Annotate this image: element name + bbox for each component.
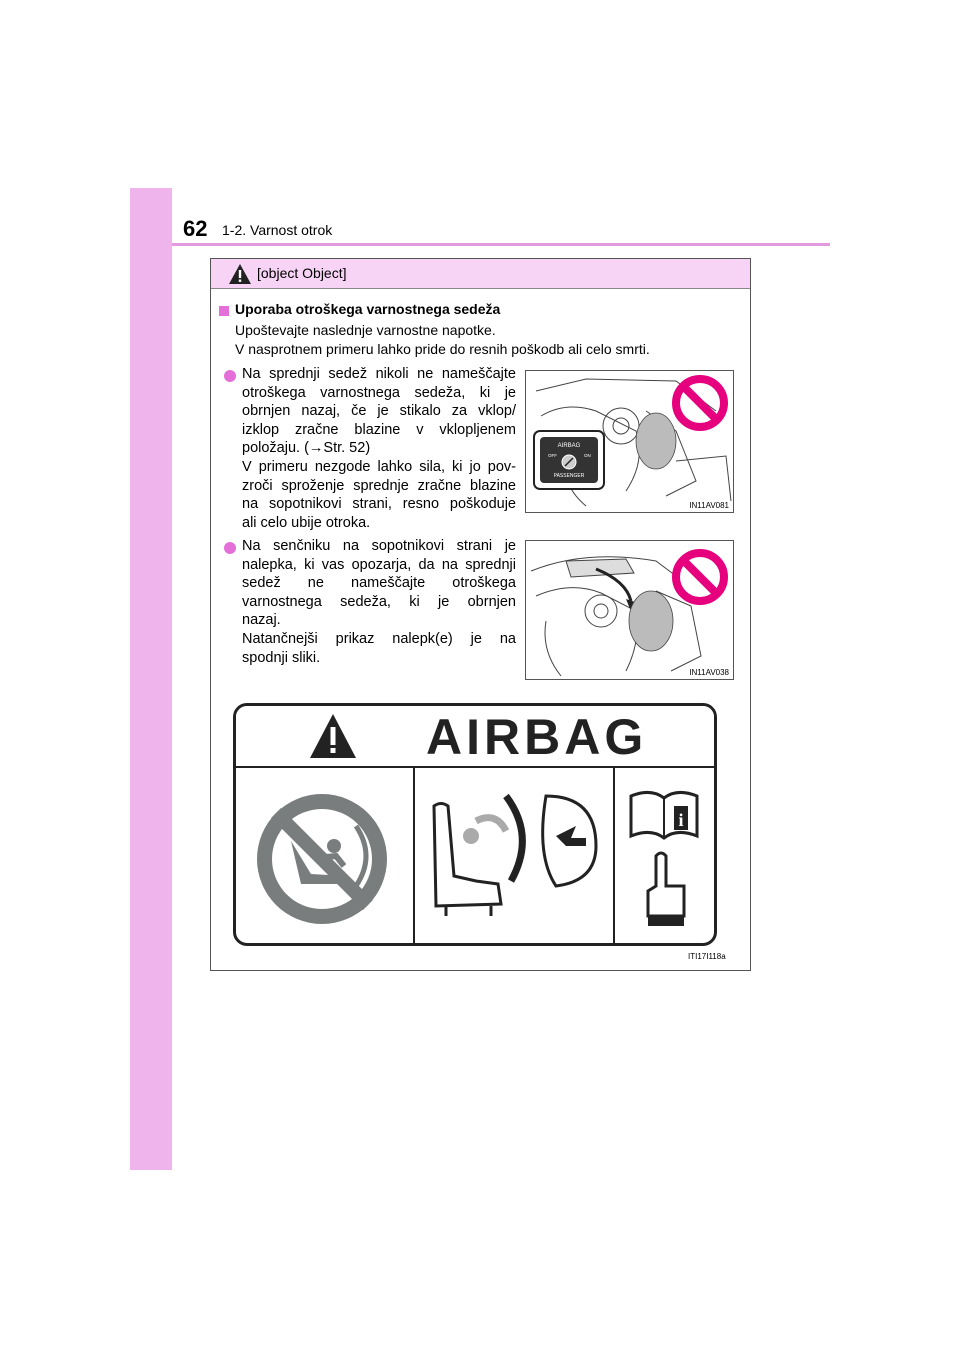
intro-text [235, 321, 650, 359]
section-title: Uporaba otroškega varnostnega sedeža [235, 301, 501, 317]
item-bullet [224, 542, 236, 554]
intro-line: V nasprotnem primeru lahko pride do resnih poškodb ali celo smrti. [235, 341, 650, 357]
airbag-deploy-icon [434, 796, 596, 916]
car-interior-illustration [526, 541, 733, 679]
panel-title: AIRBAG [557, 443, 581, 449]
item1-line: zroči sproženje sprednje zračne blazine [242, 477, 516, 494]
item2-line: sedež ne nameščajte otroškega [242, 575, 516, 592]
airbag-warning-label [233, 703, 717, 946]
warning-triangle-icon [308, 712, 358, 760]
item1-line: obrnjen nazaj, če je stikalo za vklop/ [242, 403, 516, 420]
item1-text [242, 365, 516, 532]
label-code: ITI17I118a [688, 952, 726, 961]
item2-line: nazaj. [242, 612, 281, 629]
figure-sun-visor [525, 540, 734, 680]
panel-passenger: PASSENGER [553, 473, 585, 479]
panel-on: ON [584, 453, 591, 458]
page-number: 62 [183, 216, 208, 241]
item2-line: spodnji sliki. [242, 649, 321, 666]
item1-line: izklop zračne blazine v vklopljenem [242, 421, 516, 438]
label-pictograms [236, 766, 714, 943]
label-header [236, 706, 714, 768]
item2-line: nalepka, ki vas opozarja, da na sprednji [242, 556, 516, 573]
figure-airbag-switch [525, 370, 734, 513]
prohibition-icon [676, 379, 724, 427]
figure-code: IN11AV038 [689, 668, 729, 677]
manual-book-icon [631, 792, 697, 838]
item1-line: otroškega varnostnega sedeža, ki je [242, 384, 516, 401]
item2-line: Na senčniku na sopotnikovi strani je [242, 538, 516, 554]
panel-off: OFF [548, 453, 557, 458]
figure-code: IN11AV081 [689, 501, 729, 510]
section-bullet [219, 306, 229, 316]
warning-box [210, 258, 751, 971]
item-bullet [224, 370, 236, 382]
item2-text [242, 537, 516, 667]
car-interior-illustration [526, 371, 733, 512]
warning-triangle-icon [228, 263, 252, 285]
item1-line: na sopotnikovi strani, resno poškoduje [242, 496, 516, 513]
label-word: AIRBAG [426, 709, 648, 765]
pointing-hand-icon [648, 853, 684, 926]
info-icon: i [678, 810, 684, 830]
item1-line: ali celo ubije otroka. [242, 514, 371, 531]
item1-line: položaju. (→Str. 52) [242, 440, 371, 457]
warning-label: [object Object] [257, 265, 347, 281]
warning-box-header [211, 259, 750, 289]
header-rule [172, 243, 830, 246]
item2-line: varnostnega sedeža, ki je obrnjen [242, 593, 516, 610]
intro-line: Upoštevajte naslednje varnostne napotke. [235, 322, 496, 338]
item1-line: Na sprednji sedež nikoli ne nameščajte [242, 366, 516, 382]
item1-line: V primeru nezgode lahko sila, ki jo pov- [242, 458, 516, 475]
running-head: 1-2. Varnost otrok [222, 222, 333, 238]
child-seat-prohibited-icon [257, 794, 387, 924]
side-tab-bar [130, 188, 172, 1170]
item2-line: Natančnejši prikaz nalepk(e) je na [242, 630, 516, 647]
prohibition-icon [676, 553, 724, 601]
